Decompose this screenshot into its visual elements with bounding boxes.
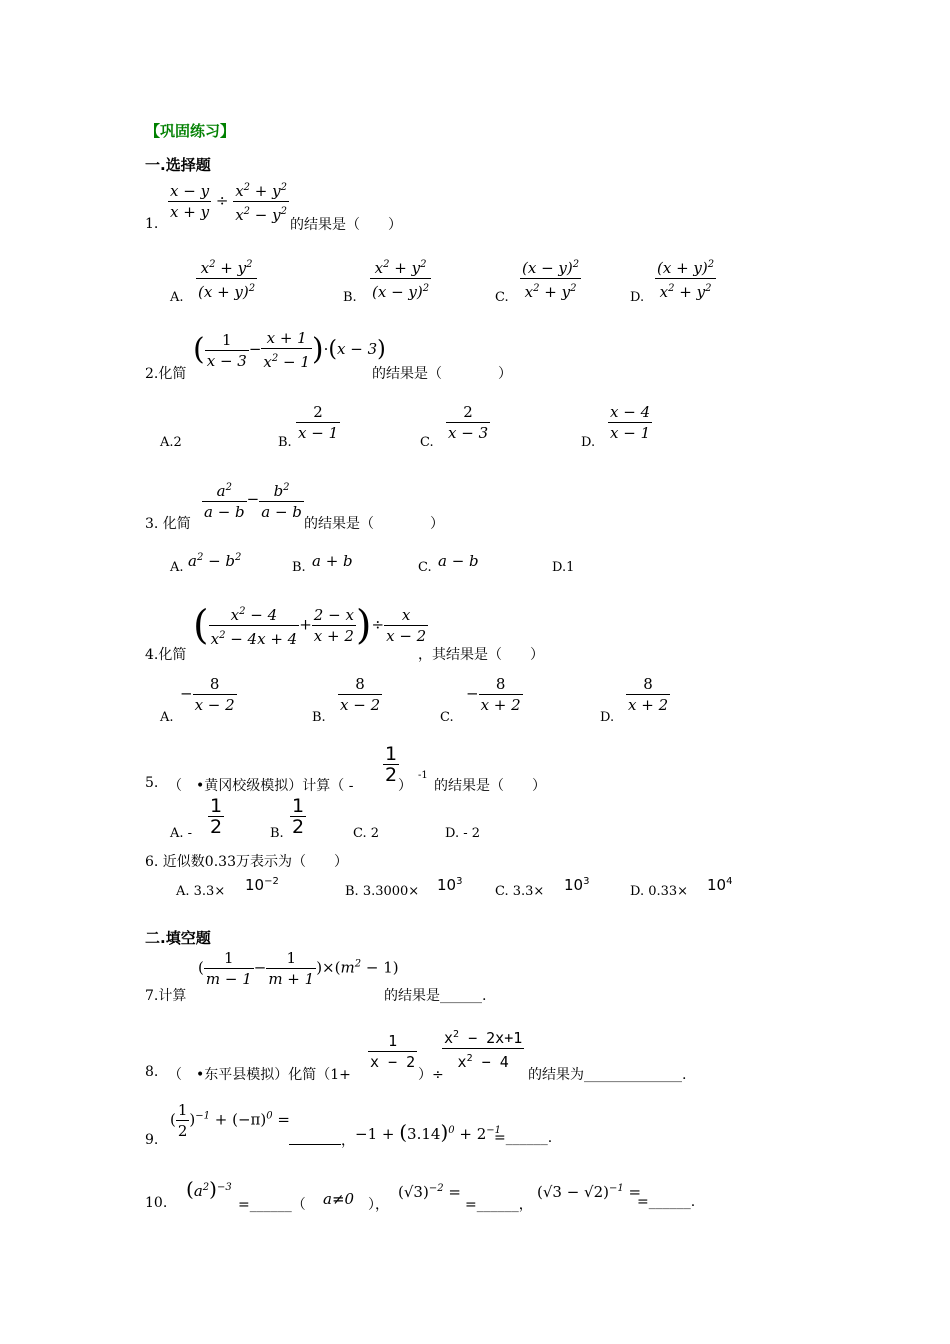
q1-option-a-expr: $\frac{x^2 + y^2}{(x + y)^2}$ (196, 255, 257, 302)
q10-part2: ）， (368, 1197, 389, 1213)
q7-expression: ( $\frac{1}{m - 1}$ − $\frac{1}{m + 1}$ )$\times(m^2 - 1)$ (198, 949, 399, 988)
q6-option-b-label: B. 3.3000× (345, 884, 420, 899)
q6-option-d-label: D. 0.33× (630, 884, 689, 899)
q2-expression: ( $\frac{1}{x - 3}$ − $\frac{x + 1}{x^2 - 1}$ )·(x − 3) (193, 329, 386, 371)
q8-number: 8. (145, 1064, 159, 1080)
q3-expression: $\frac{a^2}{a - b}$ − $\frac{b^2}{a - b}$ (202, 478, 304, 522)
q6-option-c-power: $10^3$ (564, 876, 590, 894)
q2-suffix: 的结果是（ ） (372, 366, 512, 382)
q5-option-a-expr: $\frac{1}{2}$ (210, 795, 223, 838)
q10-expression-1: $(a^2)^{-3}$ (186, 1177, 232, 1201)
section-fill-title: 二.填空题 (145, 929, 211, 947)
q5-number: 5. (145, 775, 159, 791)
q9-number: 9. (145, 1132, 159, 1148)
q9-separator: ， (341, 1133, 355, 1149)
q1-option-c-label: C. (495, 290, 509, 305)
q4-option-b-expr: $\frac{8}{x - 2}$ (340, 675, 381, 714)
q4-option-c-expr: − $\frac{8}{x + 2}$ (466, 675, 521, 714)
q9-expression-1: ( $\frac{1}{2}$ )$^{-1} + (-\pi)^0$ = (170, 1101, 290, 1140)
q10-end: =______. (637, 1194, 696, 1210)
q5-fraction: $\frac{1}{2}$ (385, 743, 398, 786)
q2-option-d-label: D. (581, 435, 596, 450)
q1-suffix: 的结果是（ ） (290, 217, 402, 233)
q5-option-a-label: A. - (170, 826, 193, 841)
q2-option-c-label: C. (420, 435, 434, 450)
q4-option-c-label: C. (440, 710, 454, 725)
q3-option-b-expr: a + b (312, 552, 353, 570)
q6-option-b-exp: 3 (456, 876, 463, 887)
section-choice-title: 一.选择题 (145, 156, 211, 174)
q6-option-a-exp: −2 (264, 876, 279, 887)
q5-text2: ） (398, 778, 412, 794)
q7-suffix: 的结果是______. (384, 988, 487, 1004)
q3-option-c-label: C. (418, 560, 432, 575)
q5-suffix: 的结果是（ ） (434, 778, 546, 794)
q2-number: 2.化简 (145, 366, 187, 382)
q9-blank-1[interactable] (289, 1132, 341, 1145)
q10-part1: =______（ (238, 1197, 306, 1213)
q3-option-c-expr: a − b (438, 552, 479, 570)
q3-option-d: D.1 (552, 560, 575, 575)
q1-option-c-expr: $\frac{(x - y)^2}{x^2 + y^2}$ (520, 255, 581, 302)
q10-expression-2: $(√3)^{-2}$ = (398, 1183, 461, 1201)
q4-option-b-label: B. (312, 710, 326, 725)
q2-option-b-expr: $\frac{2}{x - 1}$ (298, 403, 339, 442)
q10-condition: a≠0 (323, 1190, 355, 1208)
q5-option-c: C. 2 (353, 826, 380, 841)
q8-text2: ）÷ (418, 1067, 444, 1083)
q5-option-d: D. - 2 (445, 826, 481, 841)
q6-option-c-label: C. 3.3× (495, 884, 545, 899)
q3-suffix: 的结果是（ ） (304, 516, 444, 532)
q4-number: 4.化简 (145, 647, 187, 663)
q6-option-d-exp: 4 (726, 876, 733, 887)
q9-end: =______. (494, 1130, 553, 1146)
q8-text1: （ •东平县模拟）化简（1+ (168, 1067, 351, 1083)
q10-number: 10. (145, 1195, 168, 1211)
q3-number: 3. 化简 (145, 516, 191, 532)
q3-option-b-label: B. (292, 560, 306, 575)
q6-option-a-label: A. 3.3× (176, 884, 226, 899)
q3-option-a-expr: $a^2 - b^2$ (188, 552, 242, 570)
q2-option-c-expr: $\frac{2}{x - 3}$ (448, 403, 489, 442)
q5-option-b-label: B. (270, 826, 284, 841)
q6-option-c-exp: 3 (583, 876, 590, 887)
q10-expression-3: $(√3 - √2)^{-1}$ = (537, 1183, 642, 1201)
q4-option-d-expr: $\frac{8}{x + 2}$ (628, 675, 669, 714)
q6-text: 6. 近似数0.33万表示为（ ） (145, 854, 348, 870)
q4-option-d-label: D. (600, 710, 615, 725)
q8-fraction-2: $\frac{x^2 - 2x+1}{x^2 - 4}$ (442, 1025, 524, 1072)
q7-number: 7.计算 (145, 988, 187, 1004)
q4-option-a-expr: − $\frac{8}{x - 2}$ (180, 675, 235, 714)
q9-expression-2: $-1 + (3.14)^0 + 2^{-1}$ (355, 1120, 502, 1144)
q1-option-b-label: B. (343, 290, 357, 305)
q5-exponent: -1 (418, 770, 428, 781)
q2-option-d-expr: $\frac{x - 4}{x - 1}$ (610, 403, 651, 442)
q4-suffix: ，其结果是（ ） (418, 647, 544, 663)
page-title: 【巩固练习】 (145, 122, 236, 140)
q4-expression: ( $\frac{x^2 - 4}{x^2 - 4x + 4}$ + $\frac{2 - x}{x + 2}$ )÷ $\frac{x}{x - 2}$ (193, 602, 427, 649)
q1-option-d-expr: $\frac{(x + y)^2}{x^2 + y^2}$ (655, 255, 716, 302)
q2-option-a: A.2 (160, 435, 182, 450)
q6-option-a-power: $10^{-2}$ (245, 876, 279, 894)
q10-eq: =______， (465, 1197, 533, 1213)
q2-option-b-label: B. (278, 435, 292, 450)
q1-option-a-label: A. (170, 290, 184, 305)
q4-option-a-label: A. (160, 710, 174, 725)
q3-option-a-label: A. (170, 560, 184, 575)
q5-text1: （ •黄冈校级模拟）计算（ - (168, 778, 354, 794)
q1-option-d-label: D. (630, 290, 645, 305)
q5-option-b-expr: $\frac{1}{2}$ (292, 795, 305, 838)
q6-option-d-power: $10^4$ (707, 876, 733, 894)
q8-fraction-1: $\frac{1}{x - 2}$ (370, 1032, 416, 1071)
q1-number: 1. (145, 216, 159, 232)
q6-option-b-power: $10^3$ (437, 876, 463, 894)
q1-option-b-expr: $\frac{x^2 + y^2}{(x - y)^2}$ (370, 255, 431, 302)
q1-expression: $\frac{x - y}{x + y}$ ÷ $\frac{x^2 + y^2}{x^2 - y^2}$ (168, 178, 289, 225)
q8-suffix: 的结果为______________. (528, 1067, 687, 1083)
